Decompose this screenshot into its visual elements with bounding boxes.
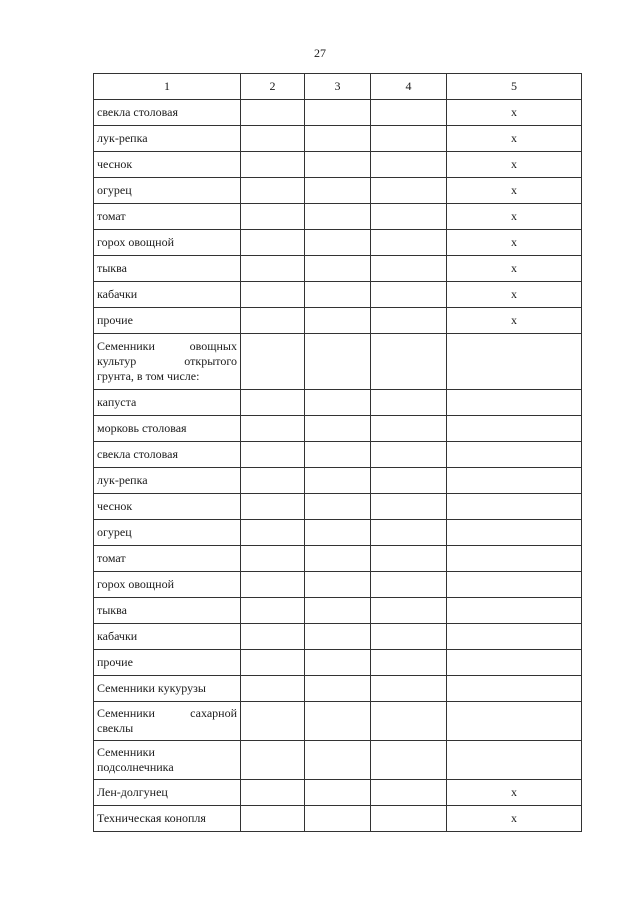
empty-cell — [305, 442, 371, 468]
row-label — [94, 741, 241, 780]
mark-cell — [447, 546, 582, 572]
empty-cell — [305, 702, 371, 741]
column-header: 4 — [371, 74, 447, 100]
empty-cell — [241, 100, 305, 126]
table-row — [94, 650, 582, 676]
empty-cell — [371, 126, 447, 152]
empty-cell — [241, 256, 305, 282]
row-label-line: культур открытого — [97, 354, 237, 368]
mark-cell: x — [447, 256, 582, 282]
table-row — [94, 598, 582, 624]
empty-cell — [241, 442, 305, 468]
table-row — [94, 230, 582, 256]
mark-cell — [447, 624, 582, 650]
mark-cell — [447, 572, 582, 598]
mark-cell: x — [447, 806, 582, 832]
row-label: чеснок — [94, 494, 241, 520]
empty-cell — [305, 780, 371, 806]
row-label: капуста — [94, 390, 241, 416]
empty-cell — [305, 204, 371, 230]
mark-cell: x — [447, 152, 582, 178]
empty-cell — [371, 624, 447, 650]
data-table — [93, 73, 582, 832]
table-row — [94, 390, 582, 416]
column-header: 3 — [305, 74, 371, 100]
row-label — [94, 334, 241, 390]
empty-cell — [371, 650, 447, 676]
mark-cell — [447, 650, 582, 676]
empty-cell — [241, 806, 305, 832]
empty-cell — [241, 780, 305, 806]
empty-cell — [241, 520, 305, 546]
table-row — [94, 702, 582, 741]
empty-cell — [241, 598, 305, 624]
mark-cell — [447, 390, 582, 416]
table-row — [94, 256, 582, 282]
row-label: свекла столовая — [94, 100, 241, 126]
row-label: лук-репка — [94, 126, 241, 152]
row-label: кабачки — [94, 282, 241, 308]
mark-cell: x — [447, 780, 582, 806]
row-label: тыква — [94, 256, 241, 282]
empty-cell — [305, 334, 371, 390]
row-label: горох овощной — [94, 572, 241, 598]
mark-cell — [447, 520, 582, 546]
mark-cell: x — [447, 126, 582, 152]
table-row — [94, 546, 582, 572]
empty-cell — [241, 282, 305, 308]
table-row — [94, 806, 582, 832]
mark-cell — [447, 741, 582, 780]
empty-cell — [371, 152, 447, 178]
empty-cell — [305, 494, 371, 520]
mark-cell — [447, 468, 582, 494]
table-row — [94, 204, 582, 230]
mark-cell: x — [447, 282, 582, 308]
empty-cell — [241, 676, 305, 702]
mark-cell — [447, 598, 582, 624]
empty-cell — [305, 178, 371, 204]
table-row — [94, 282, 582, 308]
empty-cell — [241, 468, 305, 494]
row-label: лук-репка — [94, 468, 241, 494]
empty-cell — [241, 572, 305, 598]
empty-cell — [305, 468, 371, 494]
page-number: 27 — [314, 46, 326, 60]
empty-cell — [241, 546, 305, 572]
row-label: томат — [94, 204, 241, 230]
table-row — [94, 308, 582, 334]
mark-cell — [447, 676, 582, 702]
row-label: Лен-долгунец — [94, 780, 241, 806]
row-label: кабачки — [94, 624, 241, 650]
table-row — [94, 624, 582, 650]
empty-cell — [371, 598, 447, 624]
mark-cell: x — [447, 100, 582, 126]
empty-cell — [241, 334, 305, 390]
empty-cell — [371, 334, 447, 390]
table-row — [94, 741, 582, 780]
empty-cell — [371, 308, 447, 334]
table-row — [94, 442, 582, 468]
row-label: чеснок — [94, 152, 241, 178]
empty-cell — [241, 416, 305, 442]
empty-cell — [241, 624, 305, 650]
empty-cell — [371, 572, 447, 598]
empty-cell — [241, 390, 305, 416]
row-label: Семенники кукурузы — [94, 676, 241, 702]
empty-cell — [371, 676, 447, 702]
row-label-line: Семенники сахарной — [97, 706, 237, 720]
empty-cell — [241, 741, 305, 780]
row-label — [94, 702, 241, 741]
row-label: горох овощной — [94, 230, 241, 256]
empty-cell — [305, 100, 371, 126]
row-label: Техническая конопля — [94, 806, 241, 832]
row-label: морковь столовая — [94, 416, 241, 442]
row-label-line: Семенники овощных — [97, 339, 237, 353]
empty-cell — [305, 572, 371, 598]
empty-cell — [371, 520, 447, 546]
table-header-row — [94, 74, 582, 100]
mark-cell — [447, 416, 582, 442]
empty-cell — [241, 308, 305, 334]
mark-cell — [447, 494, 582, 520]
empty-cell — [305, 390, 371, 416]
row-label: томат — [94, 546, 241, 572]
empty-cell — [305, 520, 371, 546]
empty-cell — [241, 494, 305, 520]
column-header: 1 — [94, 74, 241, 100]
empty-cell — [371, 546, 447, 572]
mark-cell — [447, 334, 582, 390]
empty-cell — [241, 650, 305, 676]
empty-cell — [305, 308, 371, 334]
empty-cell — [371, 741, 447, 780]
mark-cell — [447, 702, 582, 741]
table-row — [94, 152, 582, 178]
table-row — [94, 494, 582, 520]
mark-cell: x — [447, 230, 582, 256]
empty-cell — [305, 126, 371, 152]
table-row — [94, 416, 582, 442]
empty-cell — [241, 178, 305, 204]
empty-cell — [241, 702, 305, 741]
row-label-line: свеклы — [97, 721, 134, 735]
row-label-line: грунта, в том числе: — [97, 369, 200, 383]
empty-cell — [305, 806, 371, 832]
empty-cell — [305, 152, 371, 178]
empty-cell — [371, 416, 447, 442]
table-row — [94, 520, 582, 546]
empty-cell — [371, 204, 447, 230]
empty-cell — [305, 676, 371, 702]
empty-cell — [305, 256, 371, 282]
column-header: 2 — [241, 74, 305, 100]
row-label: свекла столовая — [94, 442, 241, 468]
empty-cell — [305, 650, 371, 676]
empty-cell — [241, 152, 305, 178]
table-row — [94, 676, 582, 702]
row-label-line: Семенники — [97, 745, 155, 759]
empty-cell — [371, 494, 447, 520]
column-header: 5 — [447, 74, 582, 100]
empty-cell — [305, 598, 371, 624]
empty-cell — [305, 741, 371, 780]
table-row — [94, 572, 582, 598]
table-row — [94, 468, 582, 494]
empty-cell — [371, 442, 447, 468]
table-row — [94, 178, 582, 204]
row-label: огурец — [94, 178, 241, 204]
empty-cell — [305, 230, 371, 256]
empty-cell — [371, 390, 447, 416]
empty-cell — [305, 546, 371, 572]
empty-cell — [371, 100, 447, 126]
empty-cell — [241, 126, 305, 152]
empty-cell — [305, 282, 371, 308]
table-row — [94, 334, 582, 390]
empty-cell — [371, 230, 447, 256]
empty-cell — [371, 806, 447, 832]
empty-cell — [371, 780, 447, 806]
row-label: прочие — [94, 650, 241, 676]
empty-cell — [371, 256, 447, 282]
empty-cell — [241, 204, 305, 230]
row-label: тыква — [94, 598, 241, 624]
empty-cell — [305, 416, 371, 442]
mark-cell — [447, 442, 582, 468]
empty-cell — [371, 282, 447, 308]
empty-cell — [371, 702, 447, 741]
row-label: прочие — [94, 308, 241, 334]
empty-cell — [371, 468, 447, 494]
mark-cell: x — [447, 178, 582, 204]
table-row — [94, 100, 582, 126]
table-row — [94, 780, 582, 806]
row-label: огурец — [94, 520, 241, 546]
mark-cell: x — [447, 204, 582, 230]
empty-cell — [371, 178, 447, 204]
empty-cell — [305, 624, 371, 650]
mark-cell: x — [447, 308, 582, 334]
table-row — [94, 126, 582, 152]
empty-cell — [241, 230, 305, 256]
row-label-line: подсолнечника — [97, 760, 174, 774]
